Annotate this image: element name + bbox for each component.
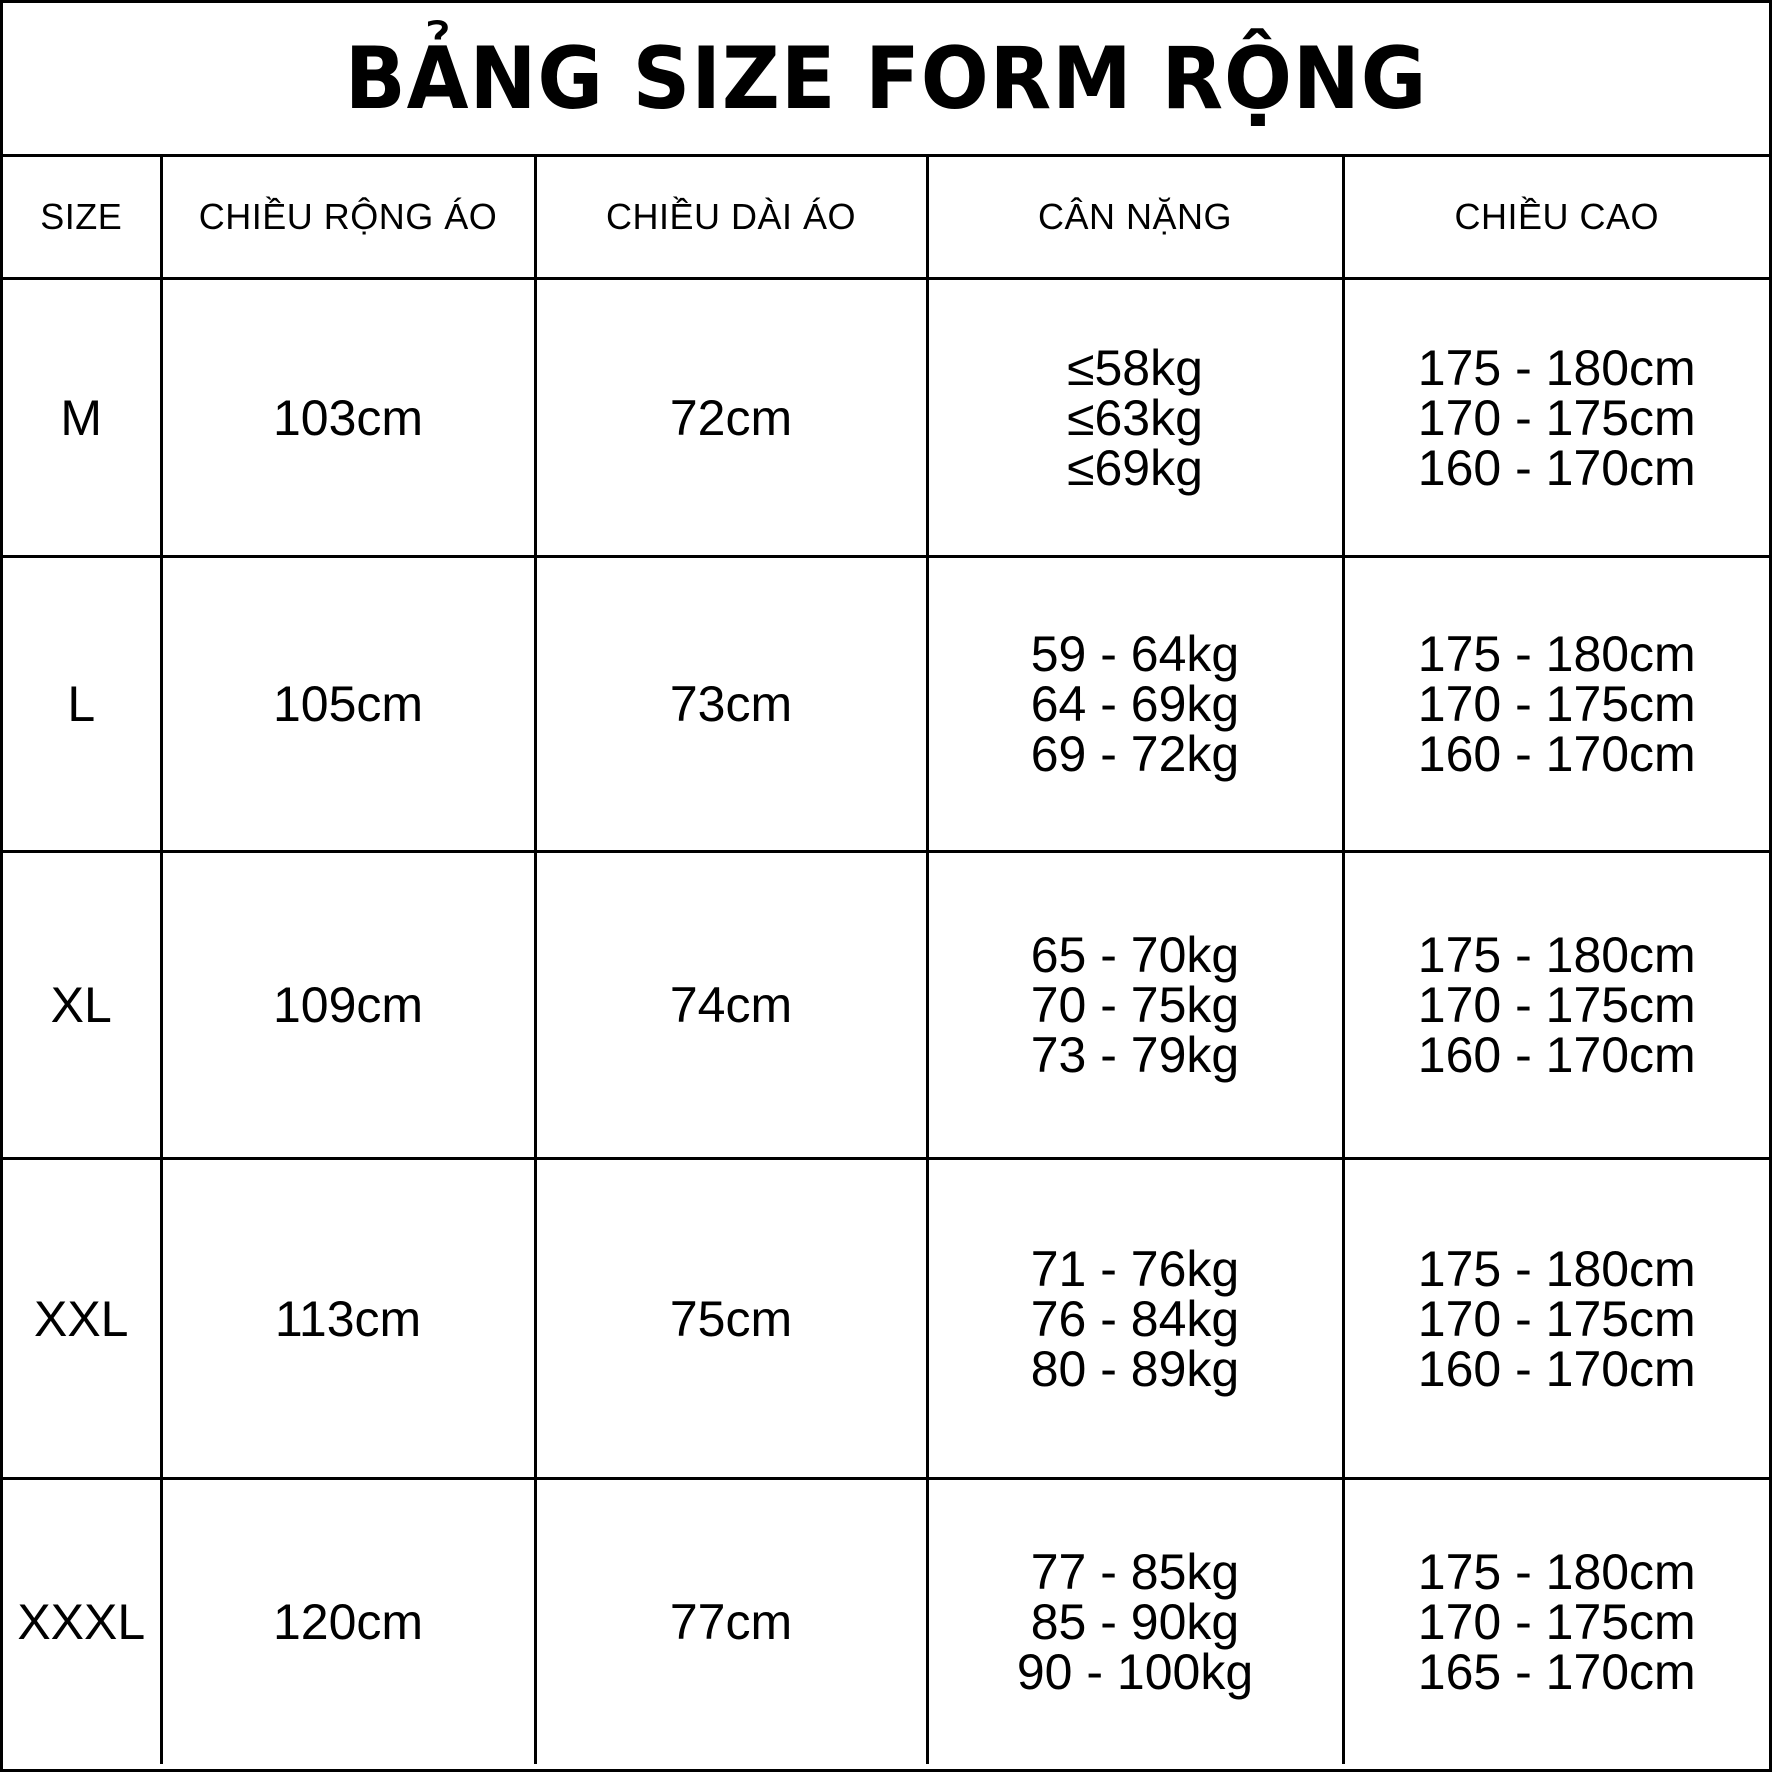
weight-cell [927, 279, 1343, 557]
height-value: 170 - 175cm [1417, 676, 1696, 732]
height-value: 160 - 170cm [1417, 439, 1696, 496]
weight-value: ≤69kg [1067, 439, 1203, 496]
height-value: 160 - 170cm [1417, 1027, 1696, 1083]
page-title: BẢNG SIZE FORM RỘNG [344, 28, 1428, 129]
size-table [3, 157, 1769, 1764]
weight-cell [927, 852, 1343, 1159]
height-value: 165 - 170cm [1417, 1643, 1696, 1700]
height-cell [1343, 279, 1769, 557]
weight-value: 65 - 70kg [1030, 927, 1240, 983]
weight-value: 71 - 76kg [1030, 1240, 1240, 1297]
weight-value: 70 - 75kg [1030, 977, 1240, 1033]
length-cell: 75cm [535, 1159, 927, 1479]
height-value: 170 - 175cm [1417, 977, 1696, 1033]
table-row [3, 557, 1769, 852]
height-value: 170 - 175cm [1417, 389, 1696, 446]
table-row [3, 1159, 1769, 1479]
size-cell: L [3, 557, 161, 852]
weight-value: 59 - 64kg [1030, 626, 1240, 682]
weight-value: 64 - 69kg [1030, 676, 1240, 732]
height-cell [1343, 852, 1769, 1159]
width-cell: 113cm [161, 1159, 535, 1479]
height-value: 175 - 180cm [1417, 626, 1696, 682]
size-cell: XXL [3, 1159, 161, 1479]
width-cell: 105cm [161, 557, 535, 852]
length-cell: 72cm [535, 279, 927, 557]
weight-value: 76 - 84kg [1030, 1290, 1240, 1347]
table-row [3, 279, 1769, 557]
header-width: CHIỀU RỘNG ÁO [161, 157, 535, 279]
weight-value: 85 - 90kg [1030, 1593, 1240, 1650]
weight-value: 80 - 89kg [1030, 1340, 1240, 1397]
table-row [3, 852, 1769, 1159]
height-cell [1343, 557, 1769, 852]
length-cell: 74cm [535, 852, 927, 1159]
weight-value: 73 - 79kg [1030, 1027, 1240, 1083]
height-value: 170 - 175cm [1417, 1593, 1696, 1650]
height-cell [1343, 1159, 1769, 1479]
height-value: 160 - 170cm [1417, 1340, 1696, 1397]
width-cell: 103cm [161, 279, 535, 557]
header-length: CHIỀU DÀI ÁO [535, 157, 927, 279]
height-value: 175 - 180cm [1417, 1543, 1696, 1600]
length-cell: 77cm [535, 1479, 927, 1764]
weight-value: 90 - 100kg [1016, 1643, 1254, 1700]
height-value: 175 - 180cm [1417, 927, 1696, 983]
height-value: 170 - 175cm [1417, 1290, 1696, 1347]
size-cell: XL [3, 852, 161, 1159]
header-weight: CÂN NẶNG [927, 157, 1343, 279]
header-height: CHIỀU CAO [1343, 157, 1769, 279]
size-cell: M [3, 279, 161, 557]
height-value: 175 - 180cm [1417, 1240, 1696, 1297]
width-cell: 109cm [161, 852, 535, 1159]
size-cell: XXXL [3, 1479, 161, 1764]
header-size: SIZE [3, 157, 161, 279]
length-cell: 73cm [535, 557, 927, 852]
height-cell [1343, 1479, 1769, 1764]
weight-cell [927, 557, 1343, 852]
weight-value: ≤58kg [1067, 339, 1203, 396]
weight-cell [927, 1479, 1343, 1764]
table-row [3, 1479, 1769, 1764]
weight-value: ≤63kg [1067, 389, 1203, 446]
height-value: 175 - 180cm [1417, 339, 1696, 396]
weight-cell [927, 1159, 1343, 1479]
weight-value: 77 - 85kg [1030, 1543, 1240, 1600]
weight-value: 69 - 72kg [1030, 726, 1240, 782]
header-row [3, 157, 1769, 279]
width-cell: 120cm [161, 1479, 535, 1764]
height-value: 160 - 170cm [1417, 726, 1696, 782]
title-bar [3, 3, 1769, 157]
